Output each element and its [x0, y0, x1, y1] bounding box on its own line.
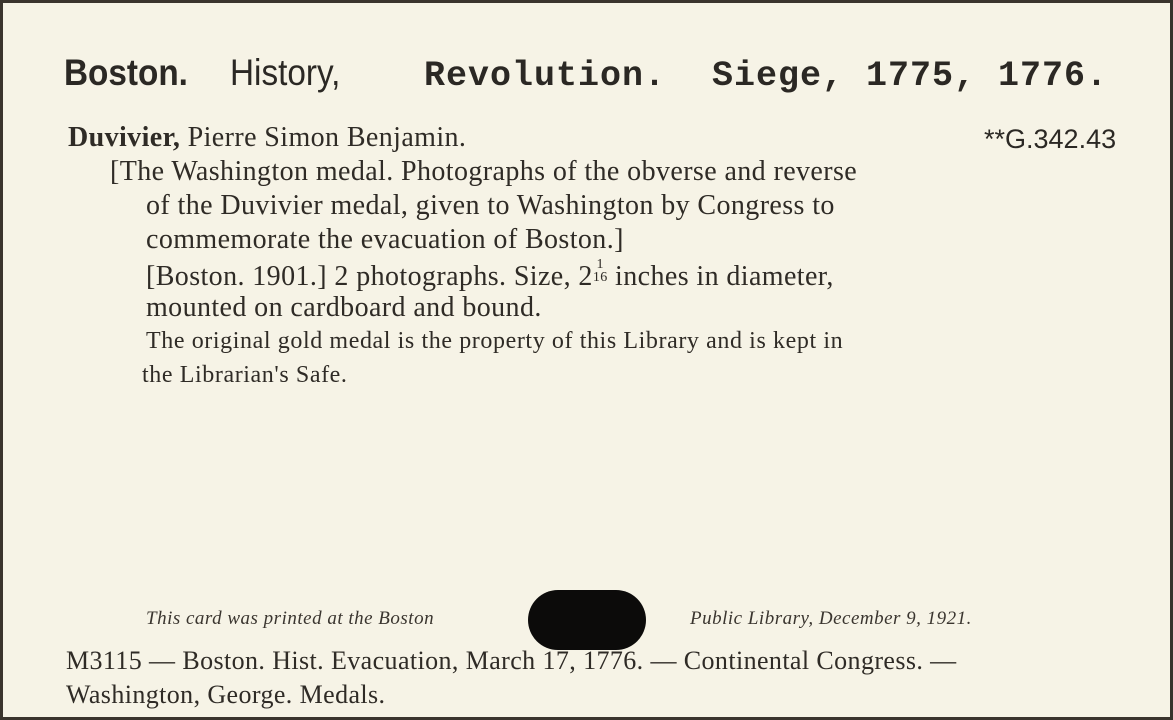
heading-revolution: Revolution. — [424, 56, 667, 96]
author-surname: Duvivier, — [68, 122, 181, 153]
note-line-1: The original gold medal is the property of this Library and is kept in — [146, 328, 844, 354]
title-line-2: of the Duvivier medal, given to Washington by Congress to — [146, 190, 835, 221]
author-given: Pierre Simon Benjamin. — [187, 122, 467, 153]
call-number: **G.342.43 — [984, 124, 1117, 154]
imprint-line-2: mounted on cardboard and bound. — [146, 292, 542, 323]
imprint-text: [Boston. 1901.] 2 photographs. Size, 2 — [146, 261, 593, 292]
title-line-3: commemorate the evacuation of Boston.] — [146, 224, 624, 255]
imprint-text-end: inches in diameter, — [607, 261, 834, 292]
heading-boston: Boston. — [64, 52, 188, 93]
printed-note-left: This card was printed at the Boston — [146, 608, 435, 629]
note-line-2: the Librarian's Safe. — [142, 362, 348, 388]
fraction-numerator: 1 — [596, 257, 604, 272]
tracing-line-2: Washington, George. Medals. — [66, 680, 386, 709]
tracing-line-1: M3115 — Boston. Hist. Evacuation, March 17, 1776. — Continental Congress. — — [66, 646, 957, 675]
heading-siege: Siege, 1775, 1776. — [712, 56, 1109, 96]
title-line-1: [The Washington medal. Photographs of the obverse and reverse — [110, 156, 858, 187]
redaction-mark — [528, 590, 646, 650]
heading-history: History, — [230, 52, 341, 93]
printed-note-right: Public Library, December 9, 1921. — [690, 608, 972, 629]
subject-heading — [0, 52, 1173, 102]
size-fraction — [593, 258, 608, 284]
fraction-denominator: 16 — [592, 270, 608, 285]
imprint-line-1 — [146, 258, 834, 293]
author-line — [68, 122, 466, 154]
